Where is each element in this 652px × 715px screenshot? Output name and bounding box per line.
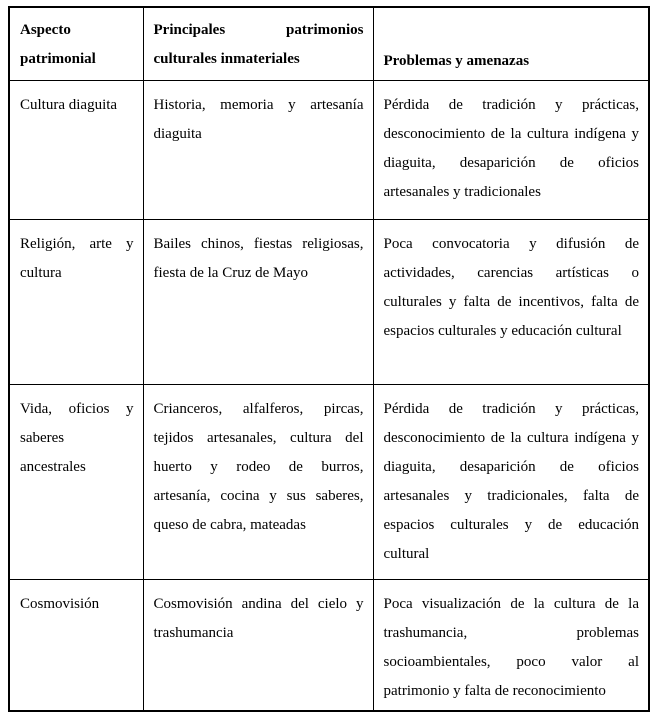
cell-patrimonios: Cosmovisión andina del cielo y trashumancia: [143, 579, 373, 711]
table-row-religion-arte-cultura: [9, 219, 649, 384]
column-header-patrimonios-culturales: Principales patrimonios culturales inmateriales: [143, 7, 373, 80]
cell-aspecto: Religión, arte y cultura: [9, 219, 143, 384]
column-header-aspecto-patrimonial: Aspecto patrimonial: [9, 7, 143, 80]
cell-problemas: Poca convocatoria y difusión de actividades, carencias artísticas o culturales y falta de incentivos, falta de espacios culturales y educación cultural: [373, 219, 649, 384]
table-header-row: [9, 7, 649, 80]
cell-aspecto: Cultura diaguita: [9, 80, 143, 219]
table-row-cosmovision: [9, 579, 649, 711]
cell-problemas: Poca visualización de la cultura de la trashumancia, problemas socioambientales, poco valor al patrimonio y falta de reconocimiento: [373, 579, 649, 711]
table-row-cultura-diaguita: [9, 80, 649, 219]
cell-problemas: Pérdida de tradición y prácticas, desconocimiento de la cultura indígena y diaguita, desaparición de oficios artesanales y tradicionales, falta de espacios culturales y de educación cultural: [373, 384, 649, 579]
cultural-heritage-table: [8, 6, 650, 712]
cell-problemas: Pérdida de tradición y prácticas, desconocimiento de la cultura indígena y diaguita, desaparición de oficios artesanales y tradicionales: [373, 80, 649, 219]
cell-patrimonios: Crianceros, alfalferos, pircas, tejidos artesanales, cultura del huerto y rodeo de burros, artesanía, cocina y sus saberes, queso de cabra, mateadas: [143, 384, 373, 579]
cell-aspecto: Vida, oficios y saberes ancestrales: [9, 384, 143, 579]
cell-patrimonios: Bailes chinos, fiestas religiosas, fiesta de la Cruz de Mayo: [143, 219, 373, 384]
table-row-vida-oficios-saberes: [9, 384, 649, 579]
cell-aspecto: Cosmovisión: [9, 579, 143, 711]
cell-patrimonios: Historia, memoria y artesanía diaguita: [143, 80, 373, 219]
column-header-problemas-amenazas: Problemas y amenazas: [373, 7, 649, 80]
